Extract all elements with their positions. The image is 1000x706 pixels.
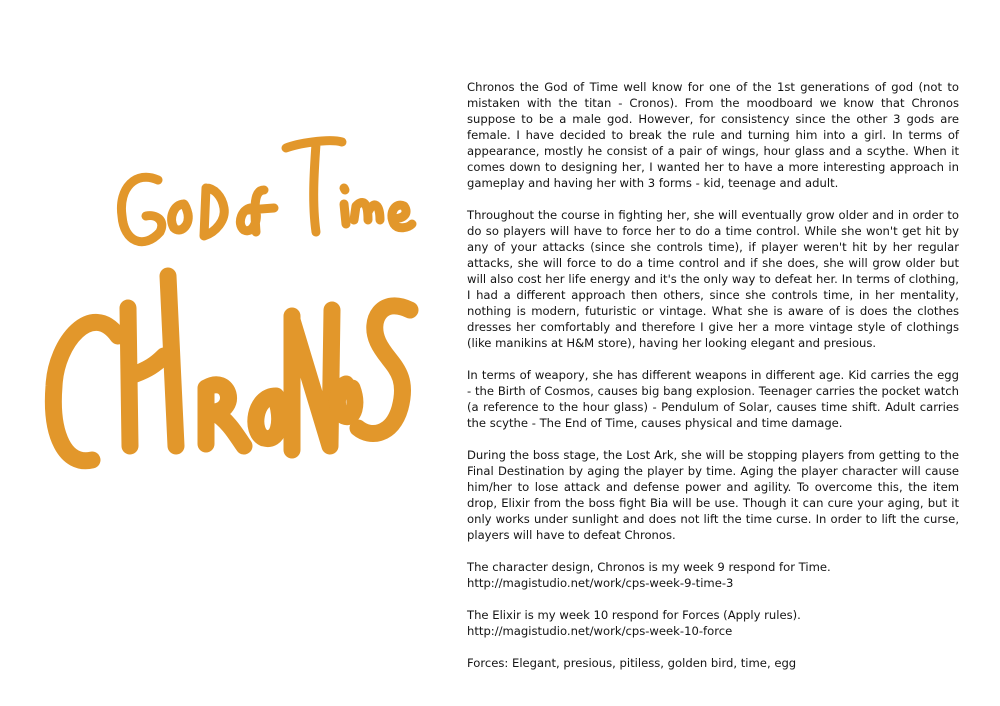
forces-line: Forces: Elegant, presious, pitiless, golden bird, time, egg	[467, 656, 797, 670]
chronos-lettering	[53, 276, 410, 461]
paragraph-intro: Chronos the God of Time well know for one of the 1st generations of god (not to mistaken with the titan - Cronos). From the moodboard we know that Chronos suppose to be a male god. However, for consistency since the other 3 gods are female. I have decided to break the rule and turning him into a girl. In terms of appearance, mostly he consist of a pair of wings, hour glass and a scythe. When it comes down to designing her, I wanted her to have a more interesting approach in gameplay and having her with 3 forms - kid, teenage and adult.	[467, 80, 959, 190]
week-10-link[interactable]: http://magistudio.net/work/cps-week-10-force	[467, 624, 733, 638]
week-9-text: The character design, Chronos is my week 9 respond for Time.	[467, 560, 831, 574]
chronos-title-logo	[30, 120, 420, 520]
week-9-reference	[467, 559, 959, 591]
paragraph-weapons: In terms of weapory, she has different weapons in different age. Kid carries the egg - the Birth of Cosmos, causes big bang explosion. Teenager carries the pocket watch (a reference to the hour glass) - Pendulum of Solar, causes time shift. Adult carries the scythe - The End of Time, causes physical and time damage.	[467, 368, 959, 430]
week-10-reference	[467, 607, 959, 639]
week-10-text: The Elixir is my week 10 respond for Forces (Apply rules).	[467, 608, 801, 622]
paragraph-gameplay: Throughout the course in fighting her, she will eventually grow older and in order to do so players will have to force her to do a time control. While she won't get hit by any of your attacks (since she controls time), if player weren't hit by her regular attacks, she will force to do a time control and if she does, she will grow older but will also cost her life energy and it's the only way to defeat her. In terms of clothing, I had a different approach then others, since she controls time, in her mentality, nothing is modern, futuristic or vintage. What she is aware of is does the clothes dresses her comfortably and therefore I give her a more vintage style of clothings (like manikins at H&M store), having her looking elegant and presious.	[467, 208, 959, 350]
paragraph-boss-stage: During the boss stage, the Lost Ark, she will be stopping players from getting to the Final Destination by aging the player by time. Aging the player character will cause him/her to lose attack and defense power and agility. To overcome this, the item drop, Elixir from the boss fight Bia will be use. Though it can cure your aging, but it only works under sunlight and does not lift the time curse. In order to lift the curse, players will have to defeat Chronos.	[467, 448, 959, 542]
chronos-lettering-graphic	[30, 120, 420, 520]
article-body	[467, 79, 959, 671]
god-of-time-lettering	[121, 141, 412, 242]
week-9-link[interactable]: http://magistudio.net/work/cps-week-9-time-3	[467, 576, 734, 590]
